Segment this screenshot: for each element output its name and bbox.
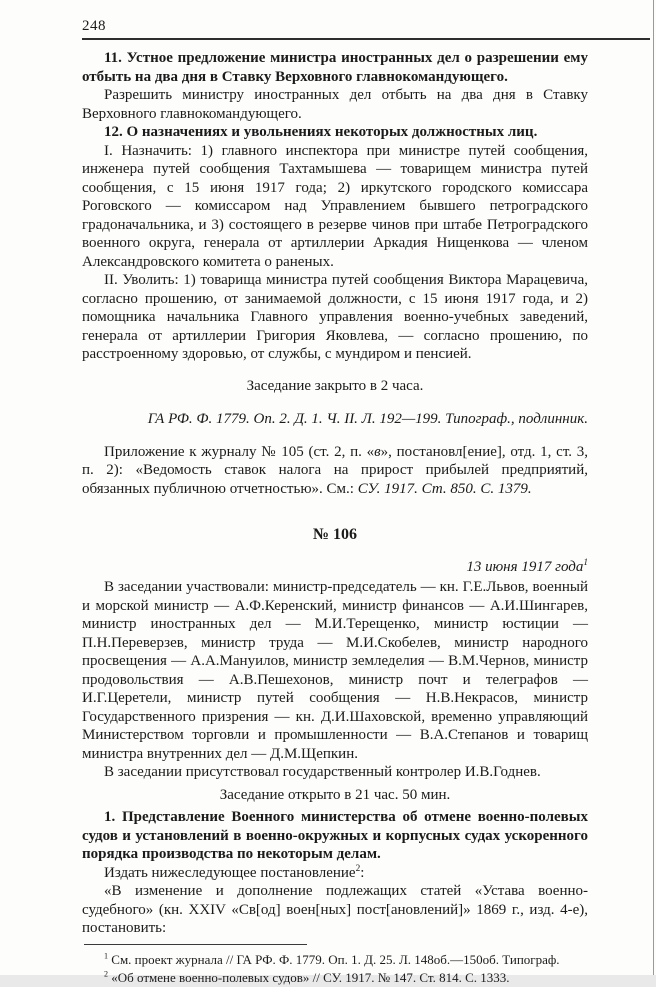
journal-number-heading: № 106 — [312, 526, 358, 543]
item-11-resolution: Разрешить министру иностранных дел отбыть на два дня в Ставку Верховного главнокомандующего. — [82, 87, 588, 122]
item-1-heading: 1. Представление Военного министерства об отмене военно-полевых судов и установлений в военно-окружных и корпусных судах ускоренного порядка производства по некоторым делам. — [82, 809, 588, 862]
appendix-text: Приложение к журналу № 105 (ст. 2, п. « — [104, 443, 375, 460]
footnote-2-marker: 2 — [104, 969, 109, 979]
decree-intro — [82, 864, 588, 883]
appendix-citation: СУ. 1917. Ст. 850. С. 1379. — [357, 480, 532, 497]
decree-intro-colon: : — [360, 864, 365, 881]
appendix-note — [82, 443, 588, 499]
item-12-heading: 12. О назначениях и увольнениях некоторых должностных лиц. — [104, 124, 538, 140]
attendees-paragraph: В заседании участвовали: министр-председатель — кн. Г.Е.Львов, военный и морской министр — А.Ф.Керенский, министр финансов — А.И.Шингарев, министр иностранных дел — М.И.Терещенко, министр юстиции — П.Н.Переверзев, министр труда — М.И.Скобелев, министр народного просвещения — А.А.Мануилов, министр земледелия — В.М.Чернов, министр продовольствия — А.В.Пешехонов, министр почт и телеграфов — И.Г.Церетели, министр путей сообщения — Н.В.Некрасов, министр Государственного призрения — кн. Д.И.Шаховской, временно управляющий Министерством торговли и промышленности — В.А.Степанов и товарищ министра внутренних дел — Д.М.Щепкин. — [82, 579, 588, 762]
page-number: 248 — [82, 18, 106, 34]
decree-text: «В изменение и дополнение подлежащих статей «Устава военно-судебного» (кн. XXIV «Св[од] воен[ных] пост[ановлений]» 1869 г., изд. 4-е), постановить: — [82, 883, 588, 936]
page-body — [82, 49, 588, 987]
footnote-separator — [84, 944, 307, 945]
archive-reference: ГА РФ. Ф. 1779. Оп. 2. Д. 1. Ч. II. Л. 192—199. Типограф., подлинник. — [147, 411, 588, 427]
footnote-2-text: «Об отмене военно-полевых судов» // СУ. 1917. № 147. Ст. 814. С. 1333. — [111, 969, 510, 985]
decree-intro-text: Издать нижеследующее постановление — [104, 864, 356, 881]
footnote-ref-1: 1 — [583, 557, 588, 568]
footnote-1 — [82, 951, 588, 969]
page-header — [82, 18, 650, 40]
footnote-1-marker: 1 — [104, 951, 109, 961]
footnote-1-text: См. проект журнала // ГА РФ. Ф. 1779. Оп. 1. Д. 25. Л. 148об.—150об. Типограф. — [111, 951, 560, 967]
dismissals-paragraph: II. Уволить: 1) товарища министра путей сообщения Виктора Марацевича, согласно прошению, от занимаемой должности, с 15 июня 1917 года, и 2) помощника начальника Главного управления военно-учебных заведений, генерала от артиллерии Григория Яковлева, — согласно прошению, по расстроенному здоровью, от службы, с мундиром и пенсией. — [82, 272, 588, 362]
footnote-ref-2: 2 — [355, 863, 361, 874]
header-rule — [82, 38, 650, 40]
appendix-italic-letter: в — [374, 443, 381, 460]
session-date — [82, 558, 588, 577]
session-date-text: 13 июня 1917 года — [466, 558, 584, 575]
scan-edge-line — [653, 0, 654, 975]
session-opened-line: Заседание открыто в 21 час. 50 мин. — [219, 786, 451, 803]
appointments-paragraph: I. Назначить: 1) главного инспектора при министре путей сообщения, инженера путей сообщения Тахтамышева — товарищем министра путей сообщения, с 15 июня 1917 года; 2) иркутского городского комиссара Роговского — комиссаром над Управлением бывшего петроградского градоначальника, и 3) состоящего в резерве чинов при штабе Петроградского военного округа, генерала от артиллерии Аркадия Нищенкова — членом Александровского комитета о раненых. — [82, 142, 588, 270]
appendix-text-2: », постановл[ение], отд. 1, ст. 3, п. 2): «Ведомость ставок налога на прирост прибылей предприятий, обязанных публичною отчетностью». См.: — [82, 443, 588, 497]
controller-line: В заседании присутствовал государственный контролер И.В.Годнев. — [104, 764, 541, 780]
session-closed-line: Заседание закрыто в 2 часа. — [246, 377, 424, 394]
item-11-heading: 11. Устное предложение министра иностранных дел о разрешении ему отбыть на два дня в Ставку Верховного главнокомандующего. — [82, 50, 588, 85]
footnote-2 — [82, 969, 588, 987]
